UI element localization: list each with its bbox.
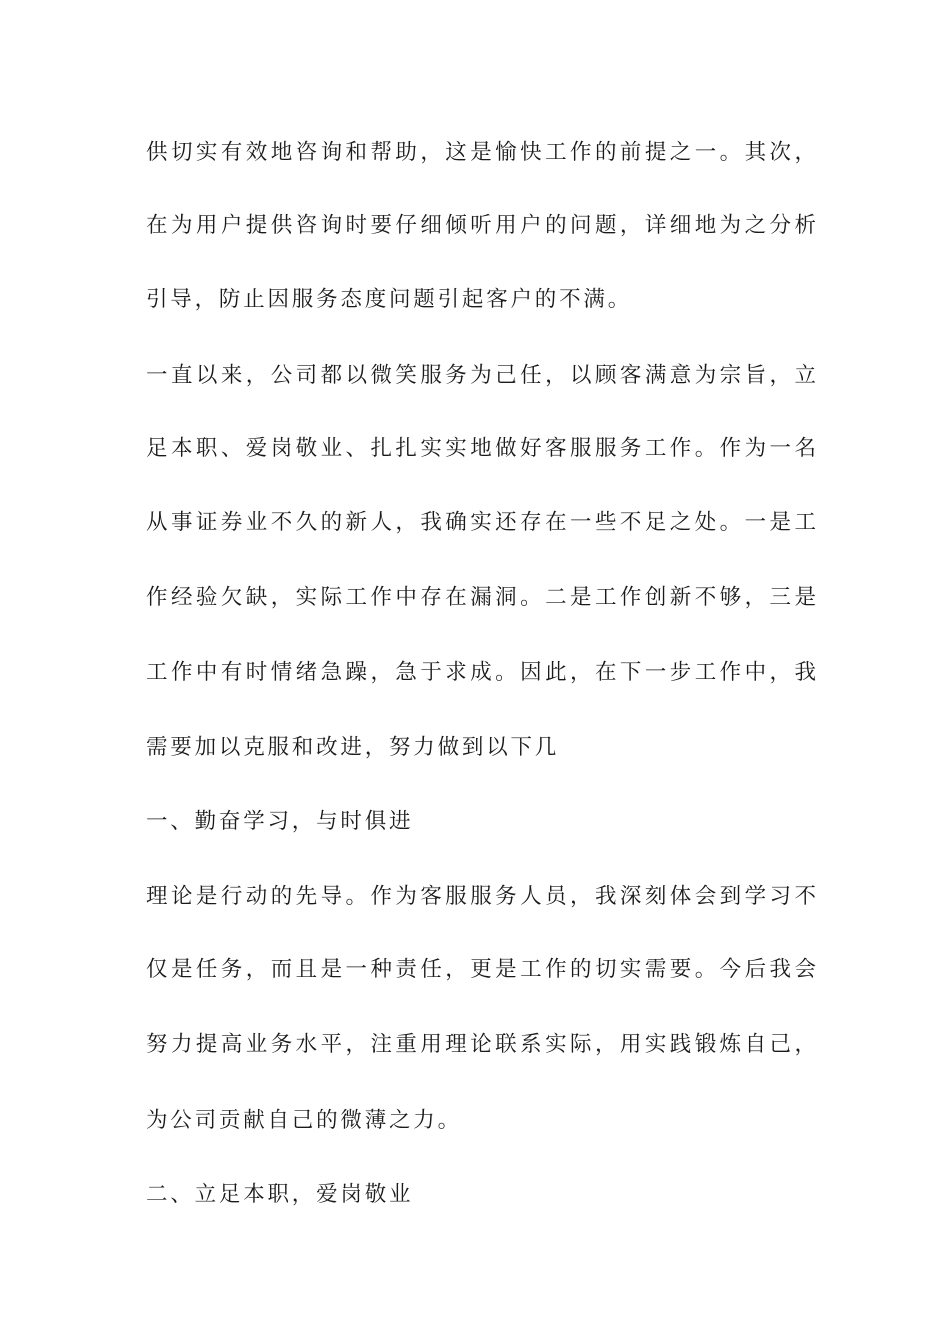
text-line: 足本职、爱岗敬业、扎扎实实地做好客服服务工作。作为一名 [146, 436, 816, 461]
text-line: 从事证券业不久的新人，我确实还存在一些不足之处。一是工 [146, 510, 816, 535]
text-line: 努力提高业务水平，注重用理论联系实际，用实践锻炼自己， [146, 1032, 816, 1057]
text-line: 需要加以克服和改进，努力做到以下几 [146, 735, 560, 760]
text-line: 工作中有时情绪急躁，急于求成。因此，在下一步工作中，我 [146, 660, 816, 685]
text-line: 一直以来，公司都以微笑服务为己任，以顾客满意为宗旨，立 [146, 363, 816, 388]
text-line: 理论是行动的先导。作为客服服务人员，我深刻体会到学习不 [146, 884, 816, 909]
text-line: 为公司贡献自己的微薄之力。 [146, 1108, 462, 1133]
text-line: 在为用户提供咨询时要仔细倾听用户的问题，详细地为之分析 [146, 213, 816, 238]
text-line: 引导，防止因服务态度问题引起客户的不满。 [146, 287, 633, 312]
text-line: 供切实有效地咨询和帮助，这是愉快工作的前提之一。其次， [146, 140, 816, 165]
text-line: 作经验欠缺，实际工作中存在漏洞。二是工作创新不够，三是 [146, 585, 816, 610]
section-heading: 一、勤奋学习，与时俱进 [146, 809, 414, 834]
section-heading: 二、立足本职，爱岗敬业 [146, 1182, 414, 1207]
text-line: 仅是任务，而且是一种责任，更是工作的切实需要。今后我会 [146, 957, 816, 982]
